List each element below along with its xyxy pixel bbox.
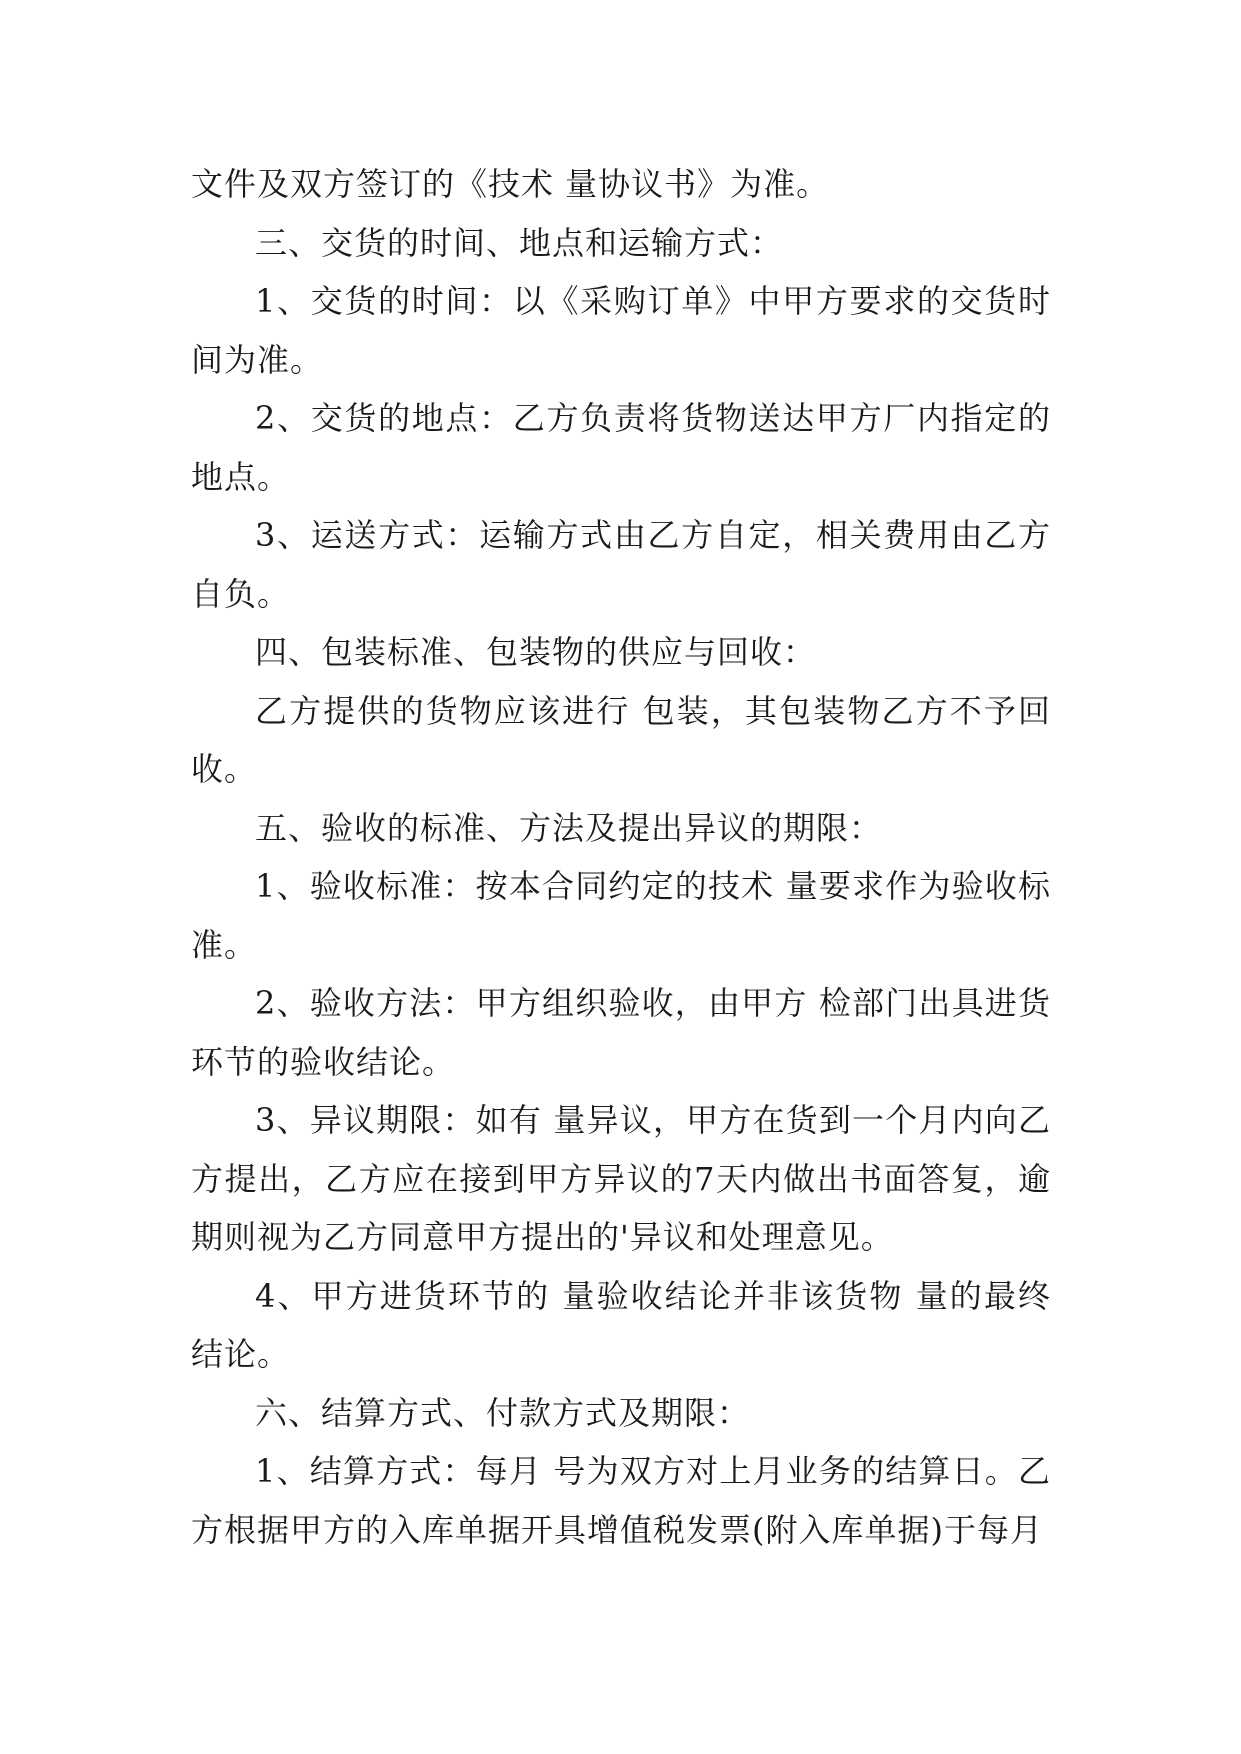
- paragraph-continuation: 文件及双方签订的《技术 量协议书》为准。: [191, 165, 830, 203]
- paragraph-transport-method: 3、运送方式：运输方式由乙方自定，相关费用由乙方自负。: [191, 516, 1051, 613]
- document-body: [191, 155, 1051, 1559]
- paragraph-acceptance-method: 2、验收方法：甲方组织验收，由甲方 检部门出具进货环节的验收结论。: [191, 984, 1051, 1081]
- paragraph-packaging: 乙方提供的货物应该进行 包装，其包装物乙方不予回收。: [191, 691, 1051, 788]
- paragraph-acceptance-standard: 1、验收标准：按本合同约定的技术 量要求作为验收标准。: [191, 867, 1051, 964]
- section-heading-settlement: 六、结算方式、付款方式及期限：: [255, 1393, 751, 1432]
- paragraph-objection-period: 3、异议期限：如有 量异议，甲方在货到一个月内向乙方提出，乙方应在接到甲方异议的7天内做出书面答复，逾期则视为乙方同意甲方提出的'异议和处理意见。: [191, 1101, 1051, 1256]
- paragraph-settlement-method: 1、结算方式：每月 号为双方对上月业务的结算日。乙方根据甲方的入库单据开具增值税发票(附入库单据)于每月: [191, 1452, 1051, 1549]
- paragraph-delivery-time: 1、交货的时间：以《采购订单》中甲方要求的交货时间为准。: [191, 282, 1051, 379]
- section-heading-delivery: 三、交货的时间、地点和运输方式：: [255, 223, 784, 262]
- section-heading-acceptance: 五、验收的标准、方法及提出异议的期限：: [255, 808, 883, 847]
- paragraph-delivery-location: 2、交货的地点：乙方负责将货物送达甲方厂内指定的地点。: [191, 399, 1051, 496]
- section-heading-packaging: 四、包装标准、包装物的供应与回收：: [255, 633, 817, 671]
- paragraph-acceptance-conclusion: 4、甲方进货环节的 量验收结论并非该货物 量的最终结论。: [191, 1276, 1051, 1373]
